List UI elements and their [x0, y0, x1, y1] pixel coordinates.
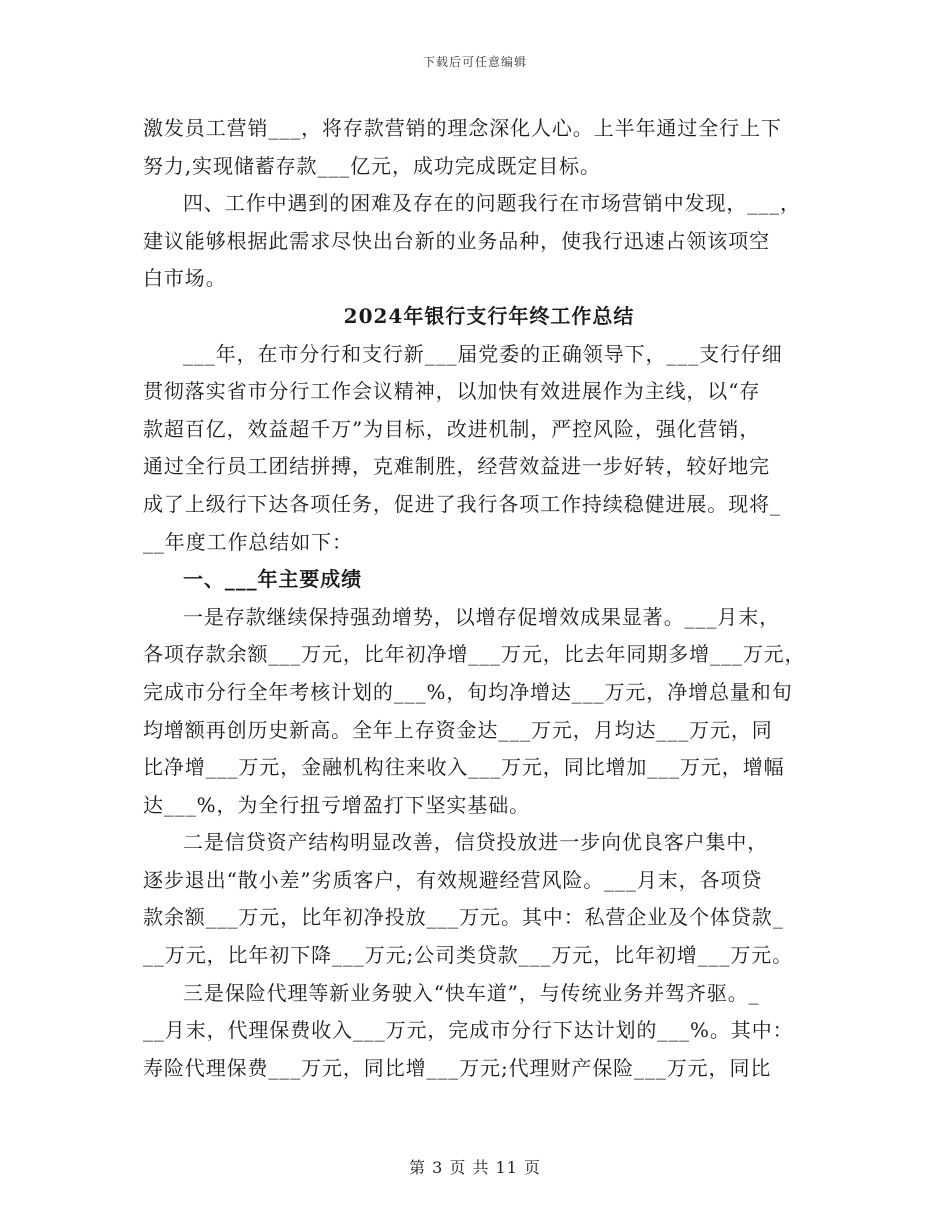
paragraph-line: 建议能够根据此需求尽快出台新的业务品种，使我行迅速占领该项空: [143, 228, 770, 253]
document-title: 2024年银行支行年终工作总结: [343, 303, 635, 328]
paragraph-line: 寿险代理保费___万元，同比增___万元;代理财产保险___万元，同比: [143, 1055, 772, 1080]
paragraph-line: 均增额再创历史新高。全年上存资金达___万元，月均达___万元，同: [143, 717, 773, 742]
paragraph-line: 激发员工营销___，将存款营销的理念深化人心。上半年通过全行上下: [143, 116, 782, 140]
paragraph-line: 逐步退出“散小差”劣质客户，有效规避经营风险。___月末，各项贷: [143, 867, 763, 892]
document-body: [143, 110, 815, 1087]
paragraph-line: 白市场。: [143, 266, 227, 291]
paragraph-line: 款超百亿，效益超千万”为目标，改进机制，严控风险，强化营销，: [143, 416, 761, 441]
paragraph-line: __万元，比年初下降___万元;公司类贷款___万元，比年初增___万元。: [143, 943, 794, 968]
paragraph-line: 达___%，为全行扭亏增盈打下坚实基础。: [143, 792, 531, 817]
paragraph-line: 款余额___万元，比年初净投放___万元。其中：私营企业及个体贷款_: [143, 905, 784, 930]
paragraph-line: 完成市分行全年考核计划的___%，旬均净增达___万元，净增总量和旬: [143, 679, 793, 704]
paragraph-line: __年度工作总结如下：: [143, 529, 353, 554]
paragraph-line: 二是信贷资产结构明显改善，信贷投放进一步向优良客户集中，: [183, 830, 769, 855]
paragraph-line: 努力,实现储蓄存款___亿元，成功完成既定目标。: [143, 153, 601, 178]
paragraph-line: 成了上级行下达各项任务，促进了我行各项工作持续稳健进展。现将_: [143, 491, 781, 516]
paragraph-line: 一是存款继续保持强劲增势，以增存促增效成果显著。___月末，: [183, 604, 780, 629]
paragraph-line: __月末，代理保费收入___万元，完成市分行下达计划的___%。其中：: [143, 1018, 794, 1043]
paragraph-line: ___年，在市分行和支行新___届党委的正确领导下，___支行仔细: [183, 341, 783, 366]
section-heading: 一、___年主要成绩: [183, 567, 362, 592]
paragraph-line: 通过全行员工团结拼搏，克难制胜，经营效益进一步好转，较好地完: [143, 454, 770, 479]
paragraph-line: 四、工作中遇到的困难及存在的问题我行在市场营销中发现，___，: [183, 191, 801, 216]
paragraph-line: 三是保险代理等新业务驶入“快车道”，与传统业务并驾齐驱。_: [183, 980, 760, 1005]
paragraph-line: 比净增___万元，金融机构往来收入___万元，同比增加___万元，增幅: [143, 755, 785, 780]
page-number: 第 3 页 共 11 页: [409, 1158, 541, 1177]
paragraph-line: 各项存款余额___万元，比年初净增___万元，比去年同期多增___万元，: [143, 642, 806, 667]
paragraph-line: 贯彻落实省市分行工作会议精神，以加快有效进展作为主线，以“存: [143, 379, 761, 404]
download-note: 下载后可任意编辑: [422, 55, 527, 69]
